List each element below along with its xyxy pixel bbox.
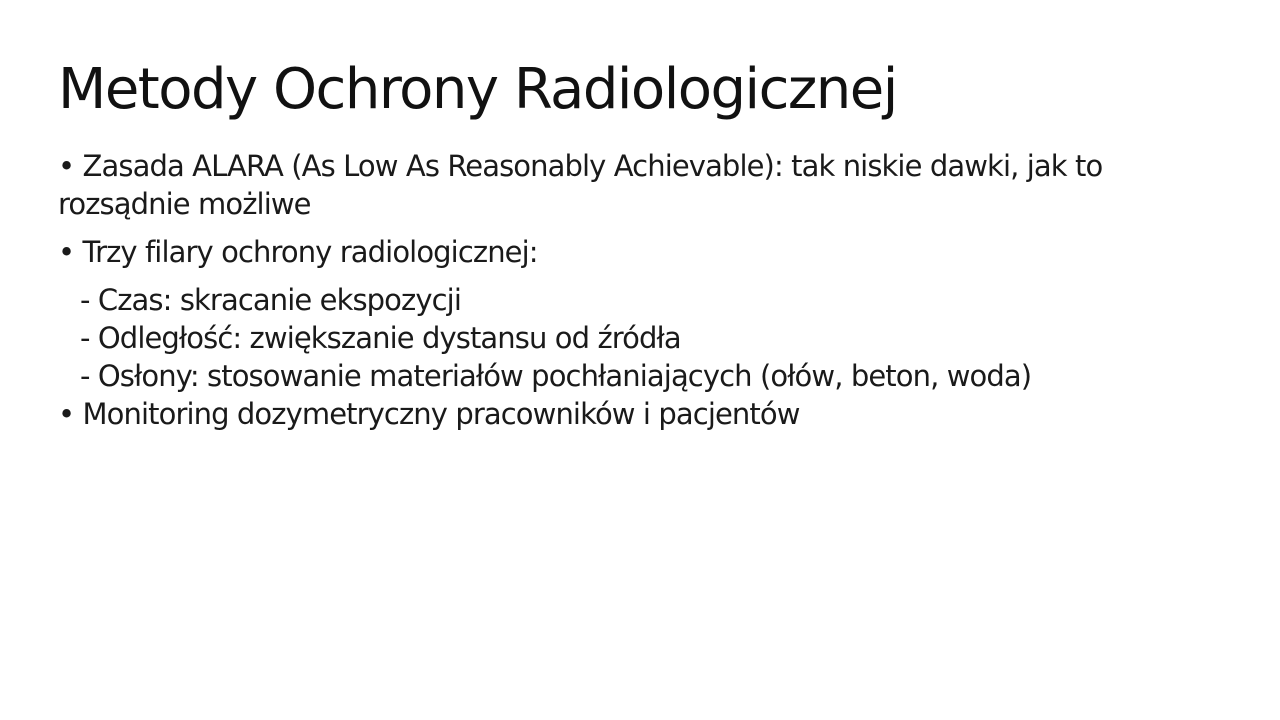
sub-item-distance: - Odległość: zwiększanie dystansu od źródła [80, 321, 681, 355]
bullet-alara: • Zasada ALARA (As Low As Reasonably Achievable): tak niskie dawki, jak to rozsądnie możliwe [58, 149, 1103, 221]
slide-body [58, 147, 1222, 433]
pillars-sub-list [58, 281, 1222, 395]
bullet-monitoring: • Monitoring dozymetryczny pracowników i pacjentów [58, 397, 800, 431]
slide-title: Metody Ochrony Radiologicznej [58, 57, 897, 122]
sub-item-time: - Czas: skracanie ekspozycji [80, 283, 461, 317]
bullet-three-pillars: • Trzy filary ochrony radiologicznej: [58, 235, 538, 269]
sub-item-shielding: - Osłony: stosowanie materiałów pochłaniających (ołów, beton, woda) [80, 359, 1032, 393]
